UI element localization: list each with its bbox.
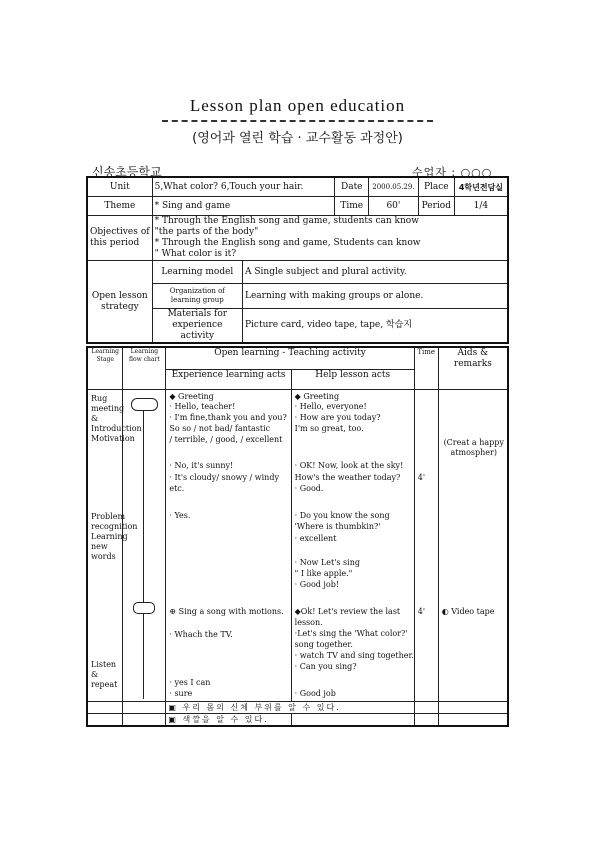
aids-header: Aids & remarks [438,347,508,389]
aids-remark: ◐ Video tape [441,606,495,616]
goal-flow-cell [123,713,166,726]
objectives-label: Objectives of this period [87,216,152,261]
time-header: Time [414,347,438,389]
experience-line: · yes I can [169,677,211,687]
experience-line: · Yes. [169,510,191,520]
school-name: 신송초등학교 [92,165,162,179]
help-line: · How are you today? [294,412,381,422]
date-label: Date [335,177,369,197]
experience-line: · sure [169,688,193,698]
date-value: 2000.05.29. [369,177,419,197]
experience-line: ⊕ Sing a song with motions. [169,606,284,616]
strategy-row-value: Picture card, video tape, tape, 학습지 [243,309,509,344]
experience-line: · Whach the TV. [169,629,233,639]
help-line: · Good. [294,483,324,493]
help-column [291,389,414,701]
lesson-info-table [86,176,509,344]
aids-column [438,389,508,701]
theme-label: Theme [87,197,152,216]
strategy-row-value: Learning with making groups or alone. [243,284,509,309]
teacher-name: 수업자 : ○○○ [412,166,493,179]
goal-line: ▣ 우리 몸의 신체 부위를 알 수 있다. [166,701,414,713]
stage-text: Rug meeting & Introduction Motivation [91,393,142,443]
help-line: · OK! Now, look at the sky! [294,460,404,470]
time-value: 4' [417,606,426,616]
theme-value: * Sing and game [152,197,335,216]
help-line: · excellent [294,533,337,543]
objectives-text [152,216,508,261]
strategy-row-label: Organization of learning group [152,284,242,309]
goal-time-cell [414,701,438,713]
goal-help-cell [291,713,414,726]
experience-line: / terrible, / good, / excellent [169,434,283,444]
help-header: Help lesson acts [291,369,414,389]
experience-line: So so / not bad/ fantastic [169,423,271,433]
help-line: · Do you know the song [294,510,390,520]
goal-aids-cell [438,701,508,713]
goal-aids-cell [438,713,508,726]
help-line: song together. [294,639,353,649]
goal-flow-cell [123,701,166,713]
experience-line: · I'm fine,thank you and you? [169,412,287,422]
help-line: · Good job! [294,579,340,589]
help-line: · Good job [294,688,336,698]
title-underline [162,120,433,122]
help-line: · watch TV and sing together. [294,650,414,660]
experience-line: · Hello, teacher! [169,401,236,411]
help-line: I'm so great, too. [294,423,364,433]
flow-chart-column [123,389,166,701]
strategy-row-label: Materials for experience activity [152,309,242,344]
time-label: Time [335,197,369,216]
help-line: " I like apple." [294,568,353,578]
aids-remark: (Creat a happy atmospher) [443,437,504,457]
unit-value: 5,What color? 6,Touch your hair. [152,177,335,197]
help-line: · Hello, everyone! [294,401,367,411]
time-value: 60' [369,197,419,216]
activity-table [86,346,509,727]
goal-time-cell [414,713,438,726]
unit-label: Unit [87,177,152,197]
flow-header: Learning flow chart [123,347,166,389]
objective-line: * Through the English song and game, students can know [154,216,419,226]
help-line: ·Let's sing the 'What color?' [294,628,408,638]
objective-line: " What color is it? [154,249,237,259]
flow-chart-start-box [131,398,158,411]
experience-line: · No, it's sunny! [169,460,234,470]
stage-text: Listen & repeat [91,659,118,689]
page-title: Lesson plan open education [189,96,406,115]
flow-chart-connector-line [143,410,144,602]
objective-line: * Through the English song and game, Students can know [154,238,421,248]
stage-header: Learning Stage [87,347,123,389]
help-line: · Can you sing? [294,661,357,671]
experience-header: Experience learning acts [166,369,291,389]
goal-line: ▣ 색깔을 알 수 있다. [166,713,291,726]
experience-line: ◆ Greeting [169,391,214,401]
flow-chart-connector-line [143,613,144,699]
flow-chart-step-box [133,602,155,614]
page-subtitle: (영어과 열린 학습 · 교수활동 과정안) [192,131,403,146]
strategy-row-value: A Single subject and plural activity. [243,261,509,284]
objective-line: "the parts of the body" [154,227,259,237]
goal-stage-cell [87,701,123,713]
help-line: 'Where is thumbkin?' [294,521,381,531]
stage-text: Problem recognition Learning new words [91,511,138,561]
place-value: 4학년전담실 [454,177,508,197]
time-value: 4' [417,472,426,482]
experience-line: etc. [169,483,185,493]
place-label: Place [418,177,454,197]
help-line: ◆Ok! Let's review the last [294,606,401,616]
help-line: How's the weather today? [294,472,401,482]
strategy-label: Open lesson strategy [87,261,152,344]
goal-stage-cell [87,713,123,726]
period-value: 1/4 [454,197,508,216]
period-label: Period [418,197,454,216]
experience-line: · It's cloudy/ snowy / windy [169,472,279,482]
help-line: lesson. [294,617,323,627]
stage-column [87,389,142,701]
help-line: ◆ Greeting [294,391,340,401]
open-learning-header: Open learning - Teaching activity [166,347,414,369]
time-column [414,389,438,701]
help-line: · Now Let's sing [294,557,360,567]
strategy-row-label: Learning model [152,261,242,284]
experience-column [166,389,291,701]
